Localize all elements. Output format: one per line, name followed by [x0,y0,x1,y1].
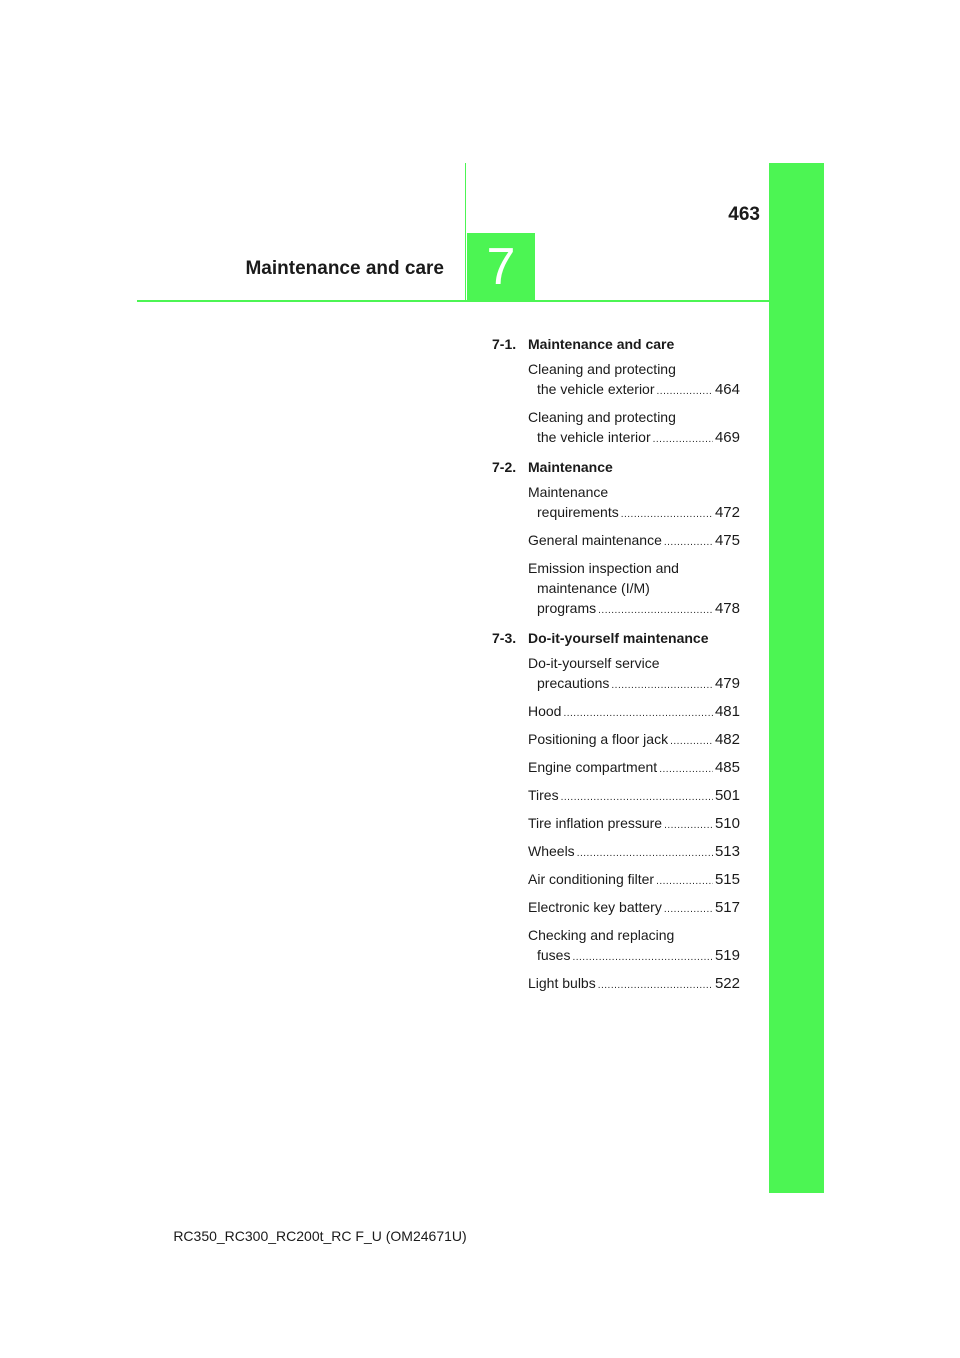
toc-page-number: 472 [714,504,740,521]
toc-section-title: Maintenance and care [528,336,675,352]
toc-entry-line [528,925,740,945]
toc-entry-text: requirements [537,504,619,520]
toc-entry-text: the vehicle interior [537,429,651,445]
toc-entry-text: Engine compartment [528,759,658,775]
toc-section-title: Maintenance [528,459,613,475]
toc-entry-line [528,407,740,427]
toc-entry-text: Do-it-yourself service [528,655,660,671]
header-horizontal-rule [137,300,769,302]
toc-page-number: 482 [714,731,740,748]
toc-entry-line [528,813,740,836]
toc-entry-line [528,729,740,752]
toc-dot-leader [563,704,713,724]
toc-entry-line [528,973,740,996]
toc-section-heading[interactable] [492,334,740,354]
toc-dot-leader [657,382,713,402]
toc-entry-text: the vehicle exterior [537,381,655,397]
toc-entry-text: maintenance (I/M) [537,580,650,596]
toc-section [492,334,740,450]
toc-dot-leader [656,872,713,892]
toc-entry[interactable] [528,785,740,808]
toc-page-number: 522 [714,975,740,992]
toc-entry[interactable] [528,841,740,864]
toc-page-number: 485 [714,759,740,776]
toc-entry-line [528,701,740,724]
toc-entry-line [528,482,740,502]
toc-page-number: 481 [714,703,740,720]
chapter-thumb-tab [769,163,824,1193]
toc-entry[interactable] [528,897,740,920]
toc-entry-line [528,785,740,808]
toc-entry-line [528,530,740,553]
toc-entry-line [528,598,740,621]
toc-entry-text: Hood [528,703,562,719]
toc-section-number: 7-1. [492,336,517,352]
toc-entry-text: Positioning a floor jack [528,731,669,747]
toc-entry[interactable] [528,757,740,780]
toc-entry-line [528,502,740,525]
toc-entry-line [528,379,740,402]
toc-entry-line [528,359,740,379]
toc-entry-text: precautions [537,675,610,691]
toc-dot-leader [621,505,713,525]
toc-entry-text: fuses [537,947,571,963]
toc-entry[interactable] [528,813,740,836]
toc-section-number: 7-3. [492,630,517,646]
toc-entry-line [528,945,740,968]
toc-entry-text: General maintenance [528,532,662,548]
toc-entry[interactable] [528,653,740,696]
page-number: 463 [728,204,760,225]
toc-page-number: 513 [714,843,740,860]
toc-entry-text: Tires [528,787,559,803]
toc-dot-leader [664,533,713,553]
toc-page-number: 517 [714,899,740,916]
toc-section [492,457,740,621]
toc-entry-line [528,757,740,780]
toc-page-number: 478 [714,600,740,617]
table-of-contents [492,334,740,1003]
toc-entry-text: Maintenance [528,484,609,500]
toc-entry[interactable] [528,482,740,525]
toc-page-number: 515 [714,871,740,888]
toc-entry-line [528,578,740,598]
toc-entry-text: Light bulbs [528,975,596,991]
toc-entry[interactable] [528,973,740,996]
toc-dot-leader [659,760,713,780]
toc-entry-line [528,653,740,673]
toc-dot-leader [577,844,713,864]
toc-entry-text: Cleaning and protecting [528,361,676,377]
toc-entry-text: Cleaning and protecting [528,409,676,425]
toc-dot-leader [653,430,713,450]
toc-dot-leader [664,816,713,836]
toc-entry[interactable] [528,729,740,752]
page-footer: RC350_RC300_RC200t_RC F_U (OM24671U) [173,1228,467,1244]
toc-entry-line [528,427,740,450]
toc-section-heading[interactable] [492,628,740,648]
toc-page-number: 510 [714,815,740,832]
toc-dot-leader [561,788,713,808]
toc-entry[interactable] [528,407,740,450]
toc-entry-line [528,558,740,578]
toc-page-number: 475 [714,532,740,549]
toc-entry-line [528,869,740,892]
toc-section-number: 7-2. [492,459,517,475]
toc-entry-line [528,897,740,920]
toc-dot-leader [572,948,713,968]
toc-entry-line [528,841,740,864]
toc-page-number: 501 [714,787,740,804]
toc-entry-text: Air conditioning filter [528,871,655,887]
toc-page-number: 469 [714,429,740,446]
toc-entry[interactable] [528,558,740,621]
toc-entry-text: programs [537,600,597,616]
toc-entry[interactable] [528,869,740,892]
toc-page-number: 519 [714,947,740,964]
chapter-number-box: 7 [467,233,535,301]
header-vertical-rule [465,163,466,302]
toc-dot-leader [611,676,713,696]
toc-section-heading[interactable] [492,457,740,477]
toc-page-number: 464 [714,381,740,398]
toc-entry-text: Tire inflation pressure [528,815,663,831]
toc-section [492,628,740,996]
toc-entry[interactable] [528,701,740,724]
toc-dot-leader [598,601,713,621]
toc-entry[interactable] [528,925,740,968]
toc-dot-leader [598,976,713,996]
toc-entry-text: Wheels [528,843,575,859]
toc-entry[interactable] [528,530,740,553]
toc-section-title: Do-it-yourself maintenance [528,630,709,646]
toc-entry[interactable] [528,359,740,402]
toc-dot-leader [670,732,713,752]
toc-entry-text: Electronic key battery [528,899,662,915]
toc-page-number: 479 [714,675,740,692]
toc-entry-text: Checking and replacing [528,927,675,943]
toc-entry-line [528,673,740,696]
toc-entry-text: Emission inspection and [528,560,679,576]
chapter-title: Maintenance and care [245,258,444,279]
toc-dot-leader [664,900,713,920]
